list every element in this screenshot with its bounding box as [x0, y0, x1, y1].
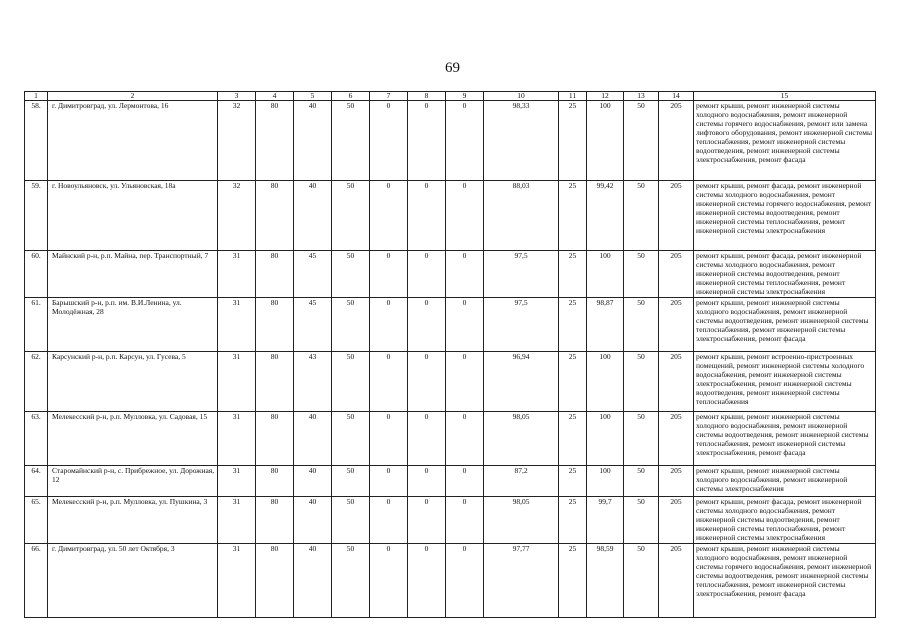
row-number-cell: 64.: [25, 466, 48, 497]
cell-c14: 205: [659, 412, 694, 466]
cell-c8: 0: [408, 497, 446, 544]
cell-c3: 31: [218, 497, 256, 544]
cell-c11: 25: [559, 352, 587, 412]
cell-c11: 25: [559, 497, 587, 544]
cell-c4: 80: [256, 352, 294, 412]
cell-c13: 50: [624, 466, 659, 497]
cell-c13: 50: [624, 544, 659, 618]
cell-c7: 0: [370, 544, 408, 618]
cell-c3: 31: [218, 352, 256, 412]
address-cell: г. Димитровград, ул. 50 лет Октября, 3: [48, 544, 218, 618]
column-header-8: 8: [408, 92, 446, 101]
column-number-row: [25, 92, 876, 101]
cell-c4: 80: [256, 412, 294, 466]
cell-c10: 98,33: [484, 101, 559, 181]
column-header-4: 4: [256, 92, 294, 101]
cell-c3: 31: [218, 251, 256, 298]
cell-c12: 100: [587, 412, 624, 466]
table-row: [25, 544, 876, 618]
cell-c14: 205: [659, 251, 694, 298]
cell-c4: 80: [256, 181, 294, 251]
cell-c5: 40: [294, 181, 332, 251]
repair-works-cell: ремонт крыши, ремонт встроенно-пристроенных помещений, ремонт инженерной системы холодного водоснабжения, ремонт инженерной системы электроснабжения, ремонт инженерной системы водоотведения, ремонт инженерной системы теплоснабжения: [694, 352, 876, 412]
cell-c9: 0: [446, 466, 484, 497]
cell-c11: 25: [559, 181, 587, 251]
cell-c7: 0: [370, 181, 408, 251]
cell-c5: 40: [294, 101, 332, 181]
cell-c13: 50: [624, 251, 659, 298]
column-header-2: 2: [48, 92, 218, 101]
cell-c12: 100: [587, 101, 624, 181]
cell-c11: 25: [559, 466, 587, 497]
cell-c14: 205: [659, 298, 694, 352]
cell-c3: 32: [218, 181, 256, 251]
address-cell: г. Димитровград, ул. Лермонтова, 16: [48, 101, 218, 181]
cell-c10: 88,03: [484, 181, 559, 251]
column-header-10: 10: [484, 92, 559, 101]
cell-c10: 96,94: [484, 352, 559, 412]
cell-c14: 205: [659, 466, 694, 497]
repair-works-cell: ремонт крыши, ремонт инженерной системы холодного водоснабжения, ремонт инженерной системы водоотведения, ремонт инженерной системы теплоснабжения, ремонт инженерной системы электроснабжения, ремонт фасада: [694, 412, 876, 466]
cell-c5: 45: [294, 298, 332, 352]
column-header-9: 9: [446, 92, 484, 101]
cell-c5: 40: [294, 466, 332, 497]
cell-c10: 87,2: [484, 466, 559, 497]
table-body: [25, 101, 876, 618]
repair-works-cell: ремонт крыши, ремонт инженерной системы холодного водоснабжения, ремонт инженерной системы водоотведения, ремонт инженерной системы теплоснабжения, ремонт инженерной системы электроснабжения, ремонт фасада: [694, 298, 876, 352]
cell-c8: 0: [408, 251, 446, 298]
cell-c12: 100: [587, 352, 624, 412]
cell-c8: 0: [408, 181, 446, 251]
cell-c7: 0: [370, 251, 408, 298]
cell-c5: 40: [294, 412, 332, 466]
cell-c12: 100: [587, 251, 624, 298]
cell-c10: 98,05: [484, 412, 559, 466]
row-number-cell: 58.: [25, 101, 48, 181]
cell-c4: 80: [256, 251, 294, 298]
housing-repair-table: [24, 91, 876, 618]
address-cell: Мелекесский р-н, р.п. Мулловка, ул. Пушкина, 3: [48, 497, 218, 544]
cell-c9: 0: [446, 352, 484, 412]
cell-c9: 0: [446, 412, 484, 466]
table-row: [25, 181, 876, 251]
address-cell: Барышский р-н, р.п. им. В.И.Ленина, ул. Молодёжная, 28: [48, 298, 218, 352]
row-number-cell: 60.: [25, 251, 48, 298]
address-cell: г. Новоульяновск, ул. Ульяновская, 18а: [48, 181, 218, 251]
cell-c6: 50: [332, 466, 370, 497]
cell-c6: 50: [332, 251, 370, 298]
cell-c4: 80: [256, 544, 294, 618]
cell-c11: 25: [559, 101, 587, 181]
column-header-11: 11: [559, 92, 587, 101]
cell-c7: 0: [370, 298, 408, 352]
cell-c14: 205: [659, 544, 694, 618]
column-header-15: 15: [694, 92, 876, 101]
cell-c12: 100: [587, 466, 624, 497]
cell-c9: 0: [446, 181, 484, 251]
cell-c7: 0: [370, 101, 408, 181]
cell-c14: 205: [659, 352, 694, 412]
repair-works-cell: ремонт крыши, ремонт фасада, ремонт инженерной системы холодного водоснабжения, ремонт инженерной системы водоотведения, ремонт инженерной системы теплоснабжения, ремонт инженерной системы электроснабжения: [694, 251, 876, 298]
cell-c5: 40: [294, 544, 332, 618]
column-header-3: 3: [218, 92, 256, 101]
cell-c7: 0: [370, 466, 408, 497]
address-cell: Майнский р-н, р.п. Майна, пер. Транспортный, 7: [48, 251, 218, 298]
cell-c6: 50: [332, 497, 370, 544]
cell-c9: 0: [446, 251, 484, 298]
cell-c9: 0: [446, 298, 484, 352]
cell-c12: 99,7: [587, 497, 624, 544]
cell-c8: 0: [408, 544, 446, 618]
repair-works-cell: ремонт крыши, ремонт инженерной системы холодного водоснабжения, ремонт инженерной системы электроснабжения: [694, 466, 876, 497]
cell-c10: 98,05: [484, 497, 559, 544]
cell-c8: 0: [408, 466, 446, 497]
repair-works-cell: ремонт крыши, ремонт инженерной системы холодного водоснабжения, ремонт инженерной системы горячего водоснабжения, ремонт инженерной системы водоотведения, ремонт инженерной системы теплоснабжения, ремонт инженерной системы электроснабжения, ремонт фасада: [694, 544, 876, 618]
cell-c11: 25: [559, 298, 587, 352]
cell-c7: 0: [370, 497, 408, 544]
cell-c6: 50: [332, 181, 370, 251]
cell-c13: 50: [624, 352, 659, 412]
cell-c4: 80: [256, 298, 294, 352]
cell-c13: 50: [624, 181, 659, 251]
cell-c9: 0: [446, 497, 484, 544]
table-row: [25, 101, 876, 181]
cell-c3: 31: [218, 544, 256, 618]
cell-c3: 31: [218, 466, 256, 497]
cell-c3: 31: [218, 412, 256, 466]
column-header-5: 5: [294, 92, 332, 101]
table-row: [25, 298, 876, 352]
cell-c6: 50: [332, 298, 370, 352]
cell-c4: 80: [256, 466, 294, 497]
row-number-cell: 65.: [25, 497, 48, 544]
cell-c13: 50: [624, 412, 659, 466]
cell-c6: 50: [332, 101, 370, 181]
cell-c12: 98,59: [587, 544, 624, 618]
cell-c8: 0: [408, 298, 446, 352]
cell-c13: 50: [624, 497, 659, 544]
cell-c11: 25: [559, 251, 587, 298]
cell-c8: 0: [408, 352, 446, 412]
column-header-12: 12: [587, 92, 624, 101]
table-row: [25, 352, 876, 412]
cell-c11: 25: [559, 544, 587, 618]
column-header-14: 14: [659, 92, 694, 101]
cell-c7: 0: [370, 412, 408, 466]
cell-c14: 205: [659, 497, 694, 544]
row-number-cell: 66.: [25, 544, 48, 618]
cell-c5: 43: [294, 352, 332, 412]
cell-c5: 45: [294, 251, 332, 298]
address-cell: Карсунский р-н, р.п. Карсун, ул. Гусева, 5: [48, 352, 218, 412]
column-header-7: 7: [370, 92, 408, 101]
repair-works-cell: ремонт крыши, ремонт инженерной системы холодного водоснабжения, ремонт инженерной системы горячего водоснабжения, ремонт или замена лифтового оборудования, ремонт инженерной системы теплоснабжения, ремонт инженерной системы водоотведения, ремонт инженерной системы электроснабжения, ремонт фасада: [694, 101, 876, 181]
row-number-cell: 59.: [25, 181, 48, 251]
cell-c4: 80: [256, 497, 294, 544]
repair-works-cell: ремонт крыши, ремонт фасада, ремонт инженерной системы холодного водоснабжения, ремонт инженерной системы водоотведения, ремонт инженерной системы теплоснабжения, ремонт инженерной системы электроснабжения: [694, 497, 876, 544]
cell-c10: 97,5: [484, 251, 559, 298]
column-header-6: 6: [332, 92, 370, 101]
cell-c3: 32: [218, 101, 256, 181]
cell-c12: 98,87: [587, 298, 624, 352]
table-row: [25, 466, 876, 497]
table-row: [25, 412, 876, 466]
cell-c12: 99,42: [587, 181, 624, 251]
row-number-cell: 63.: [25, 412, 48, 466]
cell-c7: 0: [370, 352, 408, 412]
cell-c10: 97,77: [484, 544, 559, 618]
cell-c11: 25: [559, 412, 587, 466]
row-number-cell: 61.: [25, 298, 48, 352]
column-header-13: 13: [624, 92, 659, 101]
table-row: [25, 251, 876, 298]
page-number: 69: [445, 60, 460, 76]
address-cell: Старомайнский р-н, с. Прибрежное, ул. Дорожная, 12: [48, 466, 218, 497]
cell-c14: 205: [659, 101, 694, 181]
cell-c4: 80: [256, 101, 294, 181]
address-cell: Мелекесский р-н, р.п. Мулловка, ул. Садовая, 15: [48, 412, 218, 466]
repair-works-cell: ремонт крыши, ремонт фасада, ремонт инженерной системы холодного водоснабжения, ремонт инженерной системы горячего водоснабжения, ремонт инженерной системы водоотведения, ремонт инженерной системы теплоснабжения, ремонт инженерной системы электроснабжения: [694, 181, 876, 251]
cell-c6: 50: [332, 352, 370, 412]
cell-c9: 0: [446, 544, 484, 618]
cell-c10: 97,5: [484, 298, 559, 352]
cell-c6: 50: [332, 412, 370, 466]
cell-c9: 0: [446, 101, 484, 181]
cell-c5: 40: [294, 497, 332, 544]
cell-c8: 0: [408, 412, 446, 466]
table-row: [25, 497, 876, 544]
cell-c13: 50: [624, 101, 659, 181]
column-header-1: 1: [25, 92, 48, 101]
cell-c3: 31: [218, 298, 256, 352]
cell-c13: 50: [624, 298, 659, 352]
cell-c14: 205: [659, 181, 694, 251]
row-number-cell: 62.: [25, 352, 48, 412]
cell-c6: 50: [332, 544, 370, 618]
cell-c8: 0: [408, 101, 446, 181]
